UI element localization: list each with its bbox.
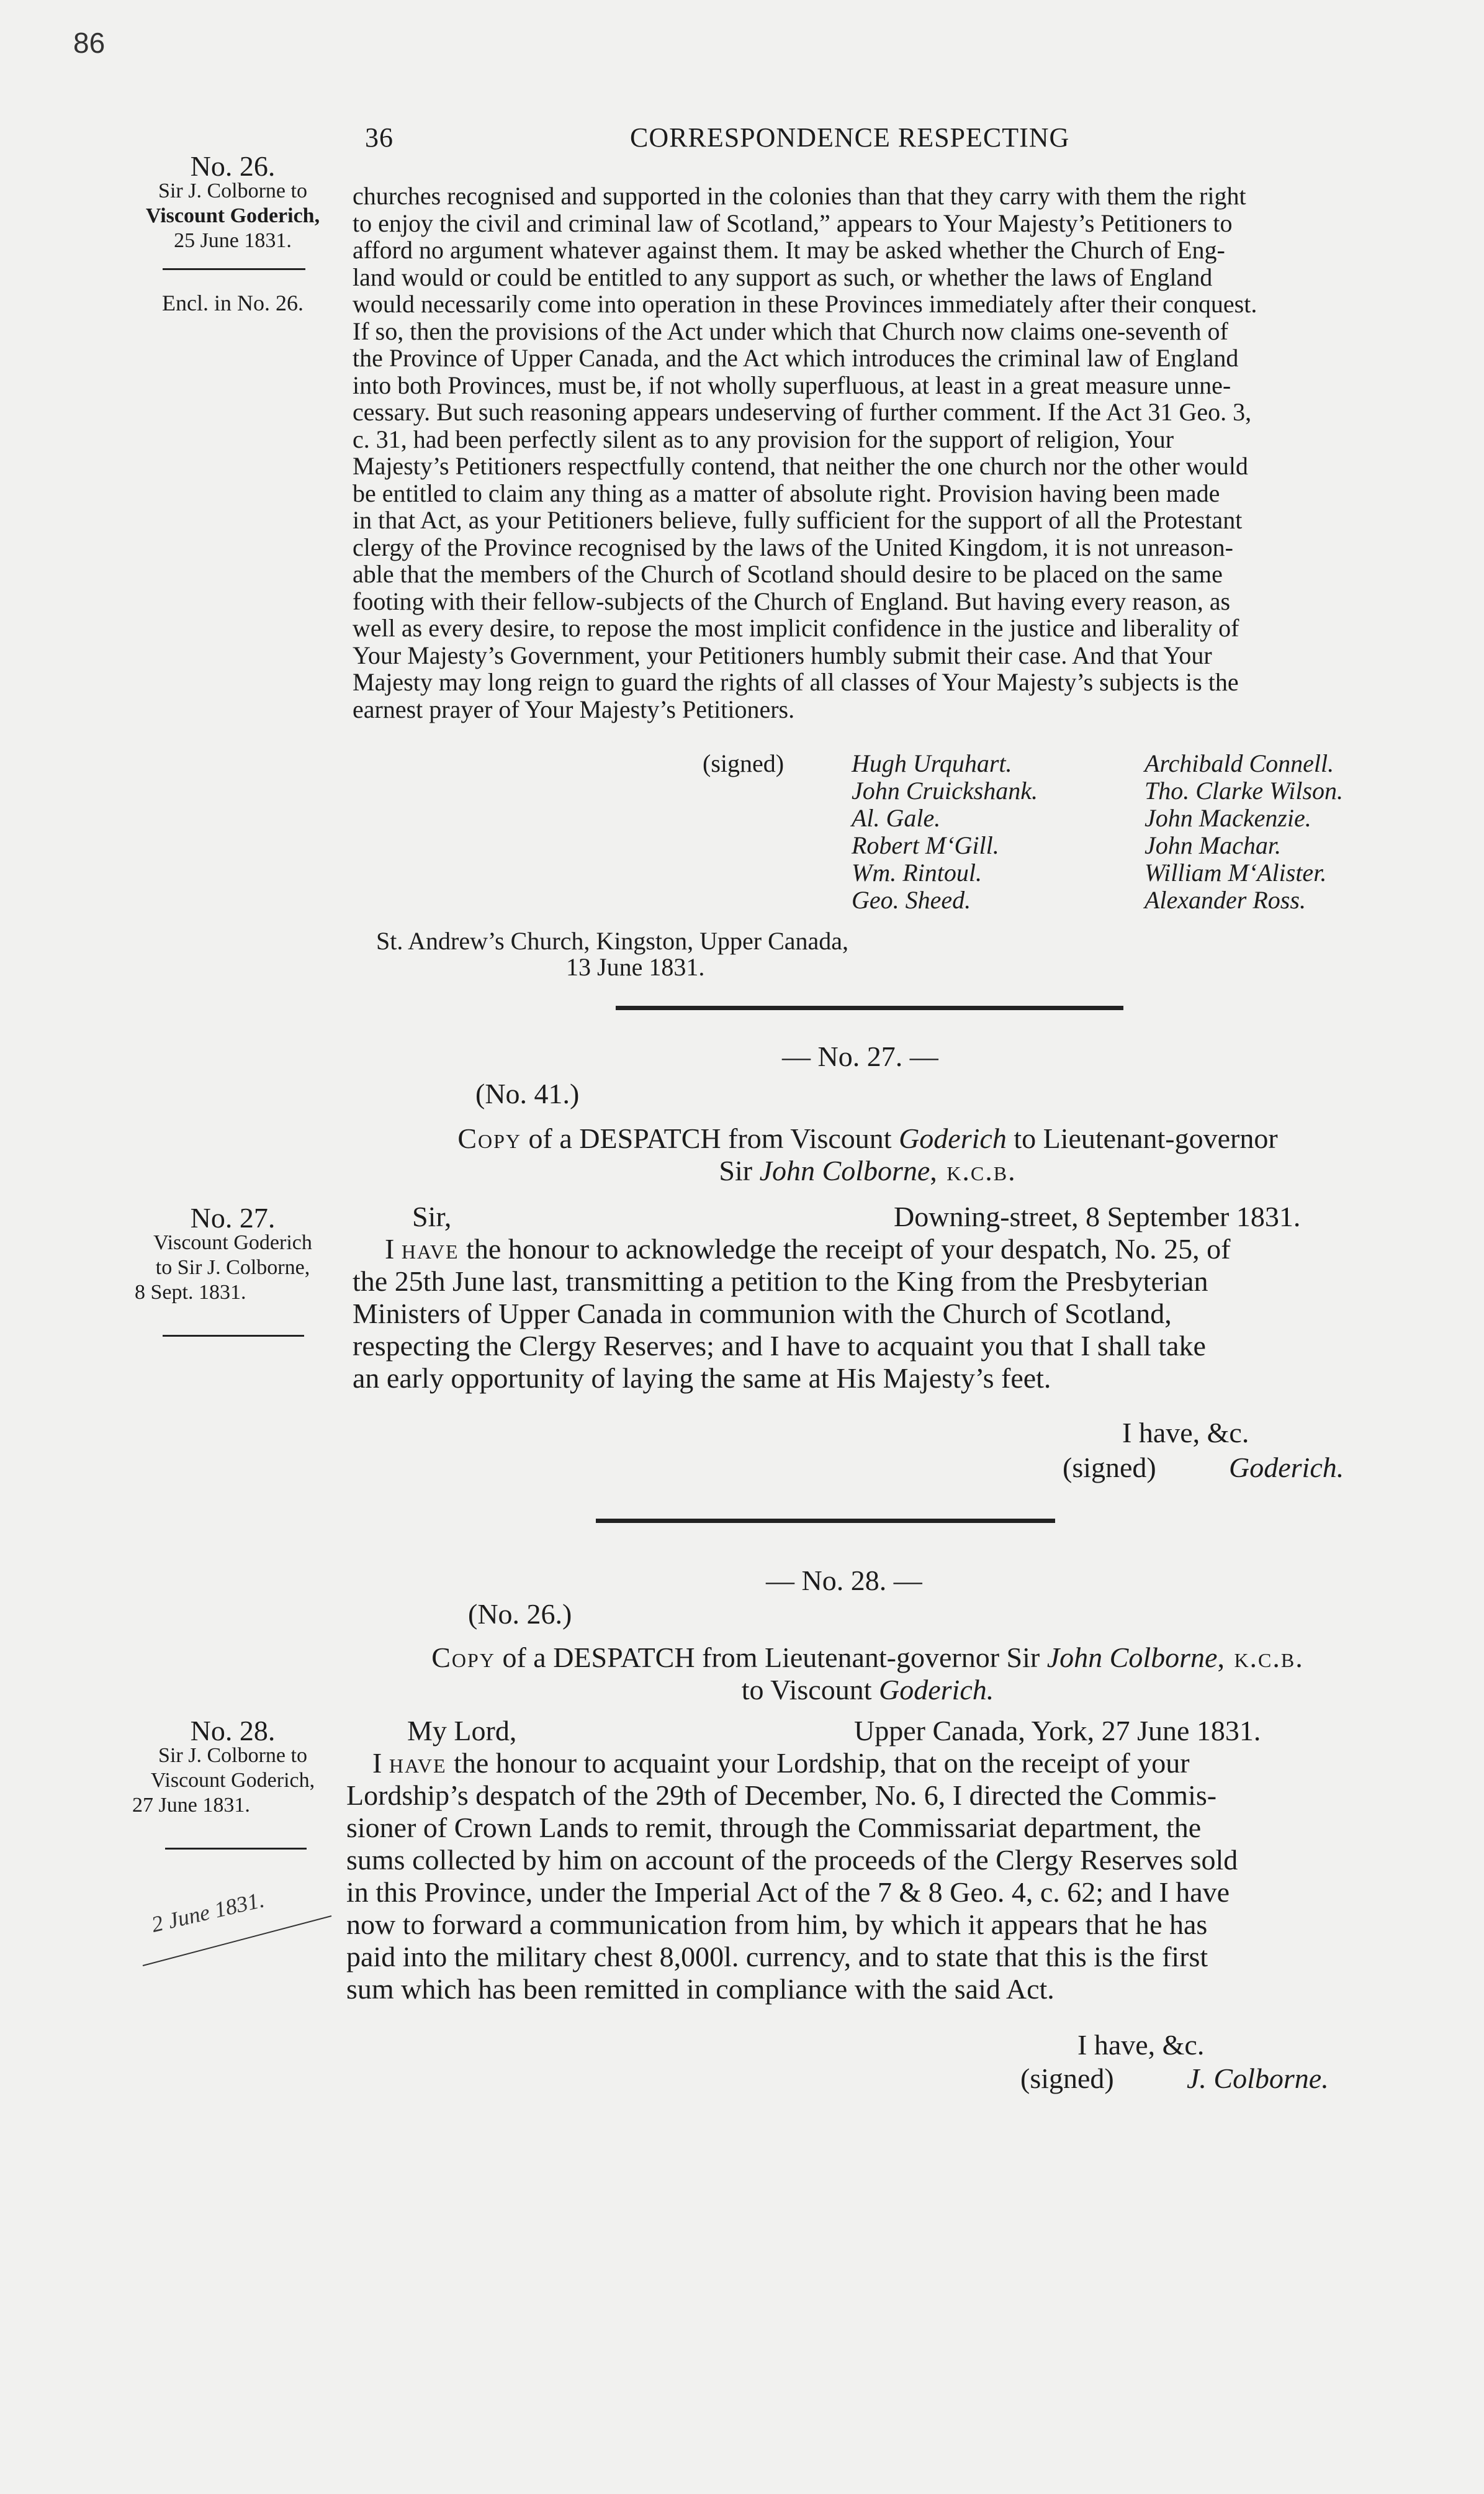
text-run: have	[401, 1233, 459, 1265]
signature-name: Wm. Rintoul.	[852, 859, 982, 887]
signature-name: Archibald Connell.	[1144, 749, 1334, 777]
title-copy: Copy	[431, 1642, 495, 1673]
text-line: into both Provinces, must be, if not wholly superfluous, at least in a great measure unne-	[353, 371, 1231, 399]
title-name: John Colborne	[759, 1155, 930, 1186]
signature-name: John Mackenzie.	[1144, 804, 1311, 832]
margin-line: 8 Sept. 1831.	[135, 1281, 246, 1304]
section-divider	[596, 1519, 1055, 1523]
despatch-28-title	[353, 1642, 1383, 1706]
text-line: Majesty’s Petitioners respectfully contend, that neither the one church nor the other would	[353, 452, 1248, 480]
margin-number: No. 27.	[190, 1202, 276, 1234]
text-line: be entitled to claim any thing as a matter of absolute right. Provision having been made	[353, 479, 1220, 507]
title-text: to Viscount	[741, 1674, 879, 1706]
text-line: sioner of Crown Lands to remit, through the Commissariat department, the	[346, 1812, 1202, 1843]
signer: J. Colborne.	[1187, 2063, 1329, 2094]
signature-name: William M‘Alister.	[1144, 859, 1327, 887]
salutation: Sir,	[412, 1201, 452, 1232]
margin-divider	[163, 1335, 304, 1337]
text-line: in this Province, under the Imperial Act of the 7 & 8 Geo. 4, c. 62; and I have	[346, 1876, 1230, 1908]
text-line: clergy of the Province recognised by the laws of the United Kingdom, it is not unreason-	[353, 533, 1233, 561]
salutation: My Lord,	[407, 1715, 517, 1746]
place-date: Downing-street, 8 September 1831.	[894, 1201, 1301, 1232]
title-name: Goderich	[899, 1123, 1007, 1154]
text-line: the 25th June last, transmitting a petition to the King from the Presbyterian	[353, 1265, 1208, 1297]
margin-note-28	[127, 1715, 338, 1818]
text-line: land would or could be entitled to any support as such, or whether the laws of England	[353, 263, 1213, 291]
margin-note-27	[127, 1202, 338, 1305]
margin-line: Sir J. Colborne to	[158, 1744, 307, 1767]
text-line: well as every desire, to repose the most implicit confidence in the justice and liberality of	[353, 614, 1239, 642]
text-line: now to forward a communication from him, by which it appears that he has	[346, 1909, 1208, 1940]
closing: I have, &c.	[1122, 1417, 1249, 1448]
running-head-title: CORRESPONDENCE RESPECTING	[630, 122, 1070, 153]
margin-line: Viscount Goderich,	[145, 204, 320, 227]
text-line: footing with their fellow-subjects of the Church of England. But having every reason, as	[353, 587, 1231, 615]
margin-divider	[163, 268, 305, 270]
place-date: Upper Canada, York, 27 June 1831.	[854, 1715, 1261, 1746]
despatch-27-title	[353, 1123, 1383, 1187]
text-line: able that the members of the Church of Scotland should desire to be placed on the same	[353, 560, 1223, 588]
text-line: Your Majesty’s Government, your Petitioners humbly submit their case. And that Your	[353, 641, 1212, 669]
margin-note-26	[127, 150, 338, 253]
text-run: the honour to acknowledge the receipt of your despatch, No. 25, of	[459, 1233, 1231, 1265]
text-line: Lordship’s despatch of the 29th of December, No. 6, I directed the Commis-	[346, 1779, 1217, 1811]
text-line: earnest prayer of Your Majesty’s Petitioners.	[353, 695, 795, 723]
title-text: of a DESPATCH from Viscount	[521, 1123, 899, 1154]
margin-line: 27 June 1831.	[132, 1794, 250, 1817]
text-line: afford no argument whatever against them. It may be asked whether the Church of Eng-	[353, 236, 1225, 264]
despatch-27-header: — No. 27. —	[782, 1041, 938, 1072]
despatch-28-body	[346, 1747, 1383, 2005]
signature-column-1	[852, 750, 1038, 914]
signature-name: Tho. Clarke Wilson.	[1144, 777, 1344, 805]
text-line: in that Act, as your Petitioners believe, fully sufficient for the support of all the Protestant	[353, 506, 1243, 534]
text-line: to enjoy the civil and criminal law of Scotland,” appears to Your Majesty’s Petitioners to	[353, 209, 1233, 237]
despatch-27-body	[353, 1233, 1383, 1394]
title-kcb: , k.c.b.	[1217, 1642, 1304, 1673]
signed-label: (signed)	[1063, 1452, 1156, 1483]
title-copy: Copy	[457, 1123, 522, 1154]
signature-name: Alexander Ross.	[1144, 886, 1306, 914]
margin-number: No. 28.	[190, 1715, 276, 1746]
place-line: St. Andrew’s Church, Kingston, Upper Canada,	[376, 927, 849, 955]
text-line: If so, then the provisions of the Act under which that Church now claims one-seventh of	[353, 317, 1228, 345]
despatch-28-ref: (No. 26.)	[468, 1598, 572, 1630]
title-kcb: , k.c.b.	[930, 1155, 1017, 1186]
signature-name: Al. Gale.	[852, 804, 941, 832]
margin-enclosure: Encl. in No. 26.	[162, 291, 304, 315]
handwritten-stroke	[138, 1904, 336, 1972]
signature-name: Geo. Sheed.	[852, 886, 971, 914]
signature-column-2	[1144, 750, 1343, 914]
section-divider	[616, 1006, 1123, 1010]
title-name: Goderich.	[879, 1674, 994, 1706]
text-line: Ministers of Upper Canada in communion with the Church of Scotland,	[353, 1298, 1172, 1329]
handwritten-annotation: 2 June 1831.	[149, 1887, 267, 1937]
margin-line: Viscount Goderich,	[150, 1769, 315, 1792]
date-line: 13 June 1831.	[566, 953, 705, 981]
signed-label: (signed)	[1020, 2063, 1114, 2094]
signature-name: John Cruickshank.	[852, 777, 1038, 805]
margin-line: Viscount Goderich	[153, 1231, 312, 1254]
margin-divider	[165, 1848, 307, 1850]
text-line: respecting the Clergy Reserves; and I have to acquaint you that I shall take	[353, 1330, 1206, 1362]
signature-name: John Machar.	[1144, 831, 1281, 859]
running-head-page: 36	[365, 122, 393, 153]
despatch-28-header: — No. 28. —	[766, 1565, 922, 1596]
despatch-27-ref: (No. 41.)	[475, 1078, 580, 1109]
text-line: c. 31, had been perfectly silent as to any provision for the support of religion, Your	[353, 425, 1174, 453]
signer: Goderich.	[1229, 1452, 1344, 1483]
margin-line: Sir J. Colborne to	[158, 179, 307, 202]
margin-line: to Sir J. Colborne,	[155, 1256, 310, 1279]
signed-label: (signed)	[703, 749, 785, 777]
title-text: to Lieutenant-governor	[1006, 1123, 1278, 1154]
title-text: Sir	[719, 1155, 760, 1186]
text-line: sum which has been remitted in compliance with the said Act.	[346, 1973, 1055, 2005]
signature-name: Hugh Urquhart.	[852, 749, 1012, 777]
margin-number: No. 26.	[190, 150, 276, 182]
text-line: an early opportunity of laying the same at His Majesty’s feet.	[353, 1362, 1051, 1394]
text-run: I	[385, 1233, 402, 1265]
title-name: John Colborne	[1046, 1642, 1218, 1673]
margin-line: 25 June 1831.	[174, 229, 292, 252]
text-line: sums collected by him on account of the proceeds of the Clergy Reserves sold	[346, 1844, 1238, 1876]
closing: I have, &c.	[1077, 2029, 1205, 2061]
text-run: the honour to acquaint your Lordship, that on the receipt of your	[446, 1747, 1190, 1779]
text-line: churches recognised and supported in the colonies than that they carry with them the right	[353, 182, 1246, 210]
page-number: 86	[73, 27, 106, 59]
text-run: have	[389, 1747, 447, 1779]
text-line: the Province of Upper Canada, and the Act which introduces the criminal law of England	[353, 344, 1239, 372]
signature-name: Robert M‘Gill.	[852, 831, 999, 859]
text-line: Majesty may long reign to guard the rights of all classes of Your Majesty’s subjects is the	[353, 668, 1239, 696]
text-run: I	[372, 1747, 389, 1779]
text-line: would necessarily come into operation in these Provinces immediately after their conquest.	[353, 290, 1257, 318]
text-line: paid into the military chest 8,000l. currency, and to state that this is the first	[346, 1941, 1208, 1972]
text-line: cessary. But such reasoning appears undeserving of further comment. If the Act 31 Geo. 3,	[353, 398, 1252, 426]
petition-text	[353, 183, 1383, 723]
title-text: of a DESPATCH from Lieutenant-governor Sir	[495, 1642, 1047, 1673]
